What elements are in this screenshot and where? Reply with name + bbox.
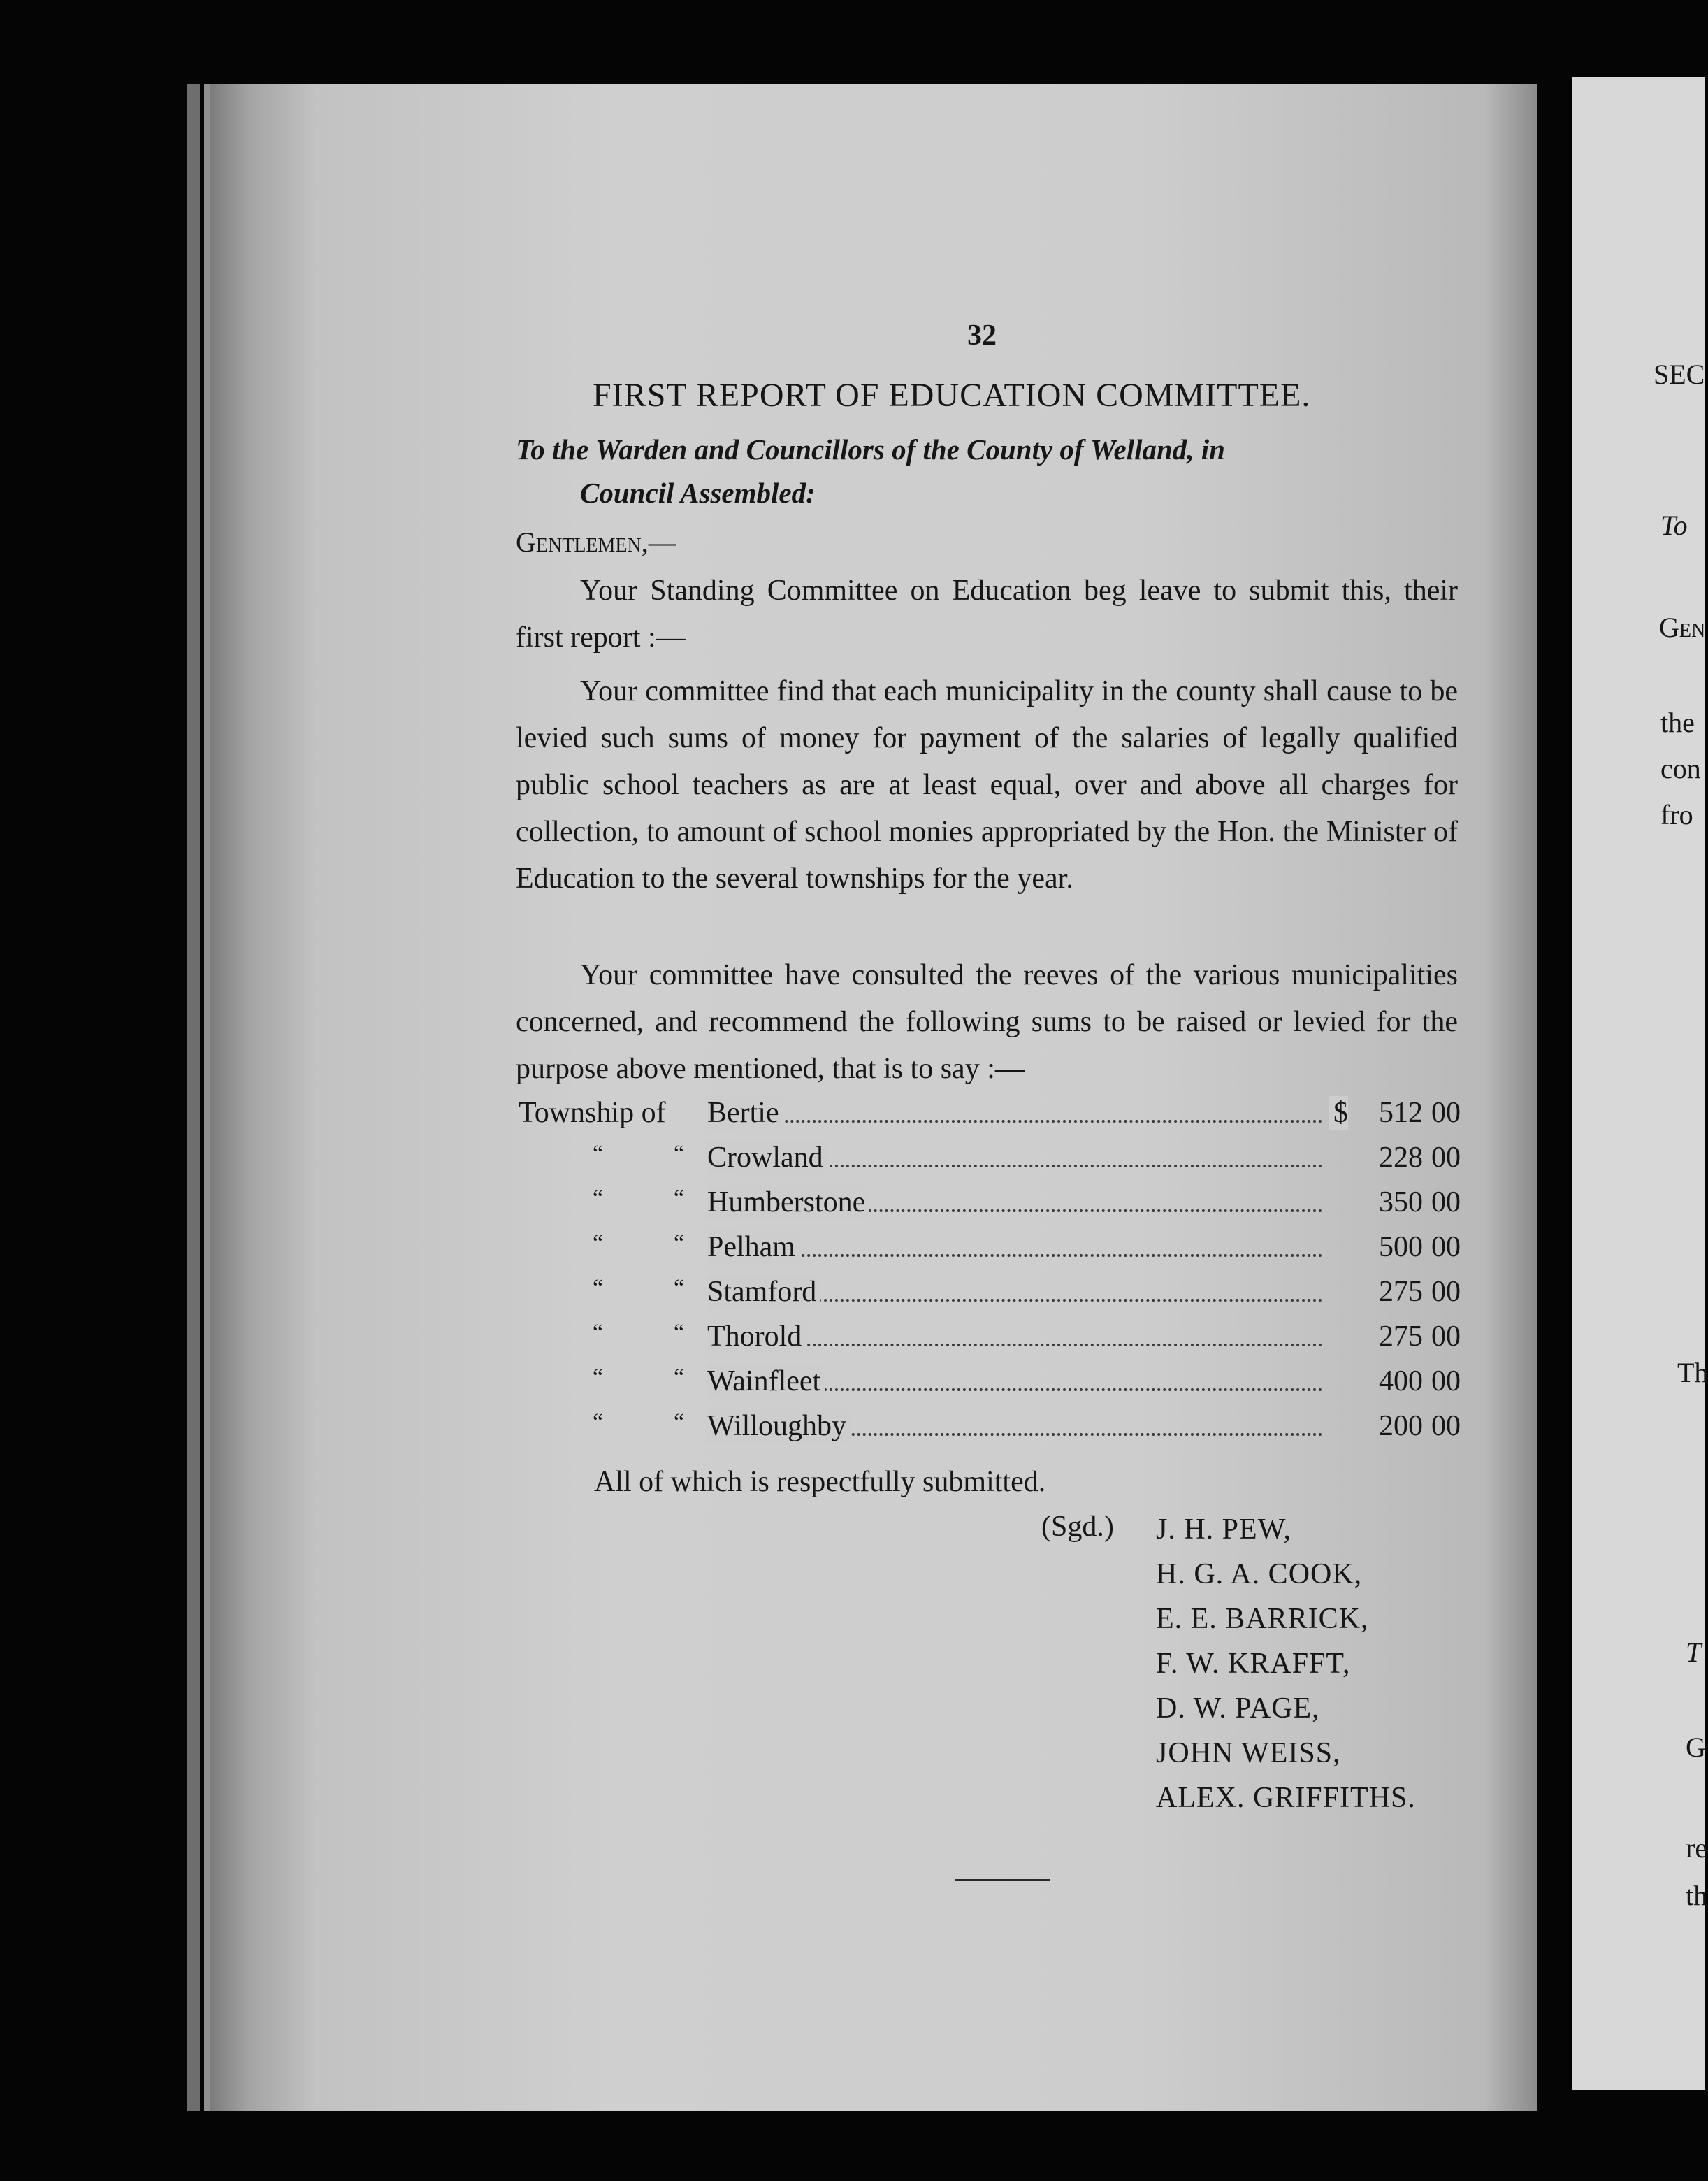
township-name: Bertie xyxy=(707,1096,783,1130)
adjacent-page-fragment: re xyxy=(1686,1832,1708,1864)
ditto-mark: “ xyxy=(674,1186,685,1211)
amount-dollars: 200 xyxy=(1379,1410,1423,1442)
ditto-mark: “ xyxy=(674,1275,685,1301)
levy-row xyxy=(519,1409,1469,1454)
levy-row xyxy=(519,1141,1469,1186)
paragraph-3: Your committee have consulted the reeves of the various municipalities concerned, and recommend the following sums to be raised or levied for the purpose above mentioned, that is to say :— xyxy=(516,959,1458,1085)
signer-name: E. E. BARRICK, xyxy=(1156,1603,1369,1635)
dot-leader xyxy=(707,1120,1322,1123)
amount-dollars: 228 xyxy=(1379,1142,1423,1174)
ditto-mark: “ xyxy=(593,1320,604,1346)
adjacent-page-fragment: th xyxy=(1686,1880,1708,1911)
ditto-mark: “ xyxy=(674,1320,685,1346)
amount-cents: 00 xyxy=(1431,1365,1461,1397)
page-edge xyxy=(187,84,200,2111)
levy-row xyxy=(519,1096,1469,1141)
township-name: Pelham xyxy=(707,1230,799,1264)
adjacent-page-fragment: the xyxy=(1660,707,1695,738)
ditto-mark: “ xyxy=(593,1275,604,1301)
adjacent-page-fragment: T xyxy=(1686,1636,1702,1668)
page-number: 32 xyxy=(967,319,997,352)
amount-cents: 00 xyxy=(1431,1231,1461,1263)
signed-label: (Sgd.) xyxy=(1041,1511,1114,1543)
levy-table xyxy=(519,1096,1469,1454)
amount-cents: 00 xyxy=(1431,1186,1461,1218)
dot-leader xyxy=(707,1254,1322,1257)
levy-row xyxy=(519,1320,1469,1365)
levy-row xyxy=(519,1275,1469,1320)
adjacent-page-fragment: To xyxy=(1660,510,1688,541)
address-line xyxy=(516,428,1459,514)
amount-dollars: 275 xyxy=(1379,1276,1423,1308)
levy-row xyxy=(519,1186,1469,1230)
amount-dollars: 400 xyxy=(1379,1365,1423,1397)
amount-cents: 00 xyxy=(1431,1320,1461,1353)
adjacent-page-fragment: SEC xyxy=(1653,359,1705,390)
amount-cents: 00 xyxy=(1431,1410,1461,1442)
ditto-mark: “ xyxy=(593,1186,604,1211)
adjacent-page-fragment: G xyxy=(1686,1732,1706,1763)
amount-cents: 00 xyxy=(1431,1276,1461,1308)
adjacent-page-fragment: con xyxy=(1660,753,1701,784)
township-name: Humberstone xyxy=(707,1186,869,1219)
ditto-mark: “ xyxy=(674,1365,685,1390)
signer-list xyxy=(1156,1507,1416,1820)
signer-name: JOHN WEISS, xyxy=(1156,1737,1341,1769)
ditto-mark: “ xyxy=(593,1409,604,1435)
report-title: FIRST REPORT OF EDUCATION COMMITTEE. xyxy=(593,377,1311,414)
end-rule xyxy=(955,1879,1050,1881)
ditto-mark: “ xyxy=(593,1365,604,1390)
amount-dollars: 512 xyxy=(1379,1097,1423,1129)
signer-name: H. G. A. COOK, xyxy=(1156,1558,1363,1590)
salutation: Gentlemen,— xyxy=(516,526,676,558)
paragraph-2: Your committee find that each municipality in the county shall cause to be levied such sums of money for payment of the salaries of legally qualified public school teachers as are at least equal, over and above all charges for collection, to amount of school monies appropriated by the Hon. the Minister of Education to the several townships for the year. xyxy=(516,675,1458,895)
amount-dollars: 500 xyxy=(1379,1231,1423,1263)
amount-dollars: 350 xyxy=(1379,1186,1423,1218)
signer-name: ALEX. GRIFFITHS. xyxy=(1156,1782,1416,1814)
adjacent-page-fragment: Gen xyxy=(1659,612,1706,643)
township-name: Wainfleet xyxy=(707,1365,825,1398)
township-name: Crowland xyxy=(707,1141,827,1174)
adjacent-page-fragment: fro xyxy=(1660,799,1693,830)
currency-symbol: $ xyxy=(1329,1096,1348,1130)
row-prefix: Township of xyxy=(519,1097,666,1129)
amount-cents: 00 xyxy=(1431,1142,1461,1174)
township-name: Thorold xyxy=(707,1320,806,1353)
ditto-mark: “ xyxy=(674,1230,685,1256)
amount-dollars: 275 xyxy=(1379,1320,1423,1353)
closing-line: All of which is respectfully submitted. xyxy=(594,1466,1046,1498)
ditto-mark: “ xyxy=(593,1230,604,1256)
address-line-2: Council Assembled: xyxy=(580,477,816,509)
amount-cents: 00 xyxy=(1431,1097,1461,1129)
address-line-1: To the Warden and Councillors of the County of Welland, in xyxy=(516,433,1225,466)
adjacent-page-fragment: Th xyxy=(1677,1357,1708,1388)
ditto-mark: “ xyxy=(674,1141,685,1167)
signer-name: F. W. KRAFFT, xyxy=(1156,1648,1351,1680)
ditto-mark: “ xyxy=(674,1409,685,1435)
page-edge xyxy=(204,84,210,2111)
levy-row xyxy=(519,1230,1469,1275)
township-name: Willoughby xyxy=(707,1409,851,1443)
township-name: Stamford xyxy=(707,1275,820,1309)
paragraph-1: Your Standing Committee on Education beg leave to submit this, their first report :— xyxy=(516,575,1458,654)
signer-name: D. W. PAGE, xyxy=(1156,1692,1320,1725)
ditto-mark: “ xyxy=(593,1141,604,1167)
levy-row xyxy=(519,1365,1469,1409)
signer-name: J. H. PEW, xyxy=(1156,1513,1291,1546)
